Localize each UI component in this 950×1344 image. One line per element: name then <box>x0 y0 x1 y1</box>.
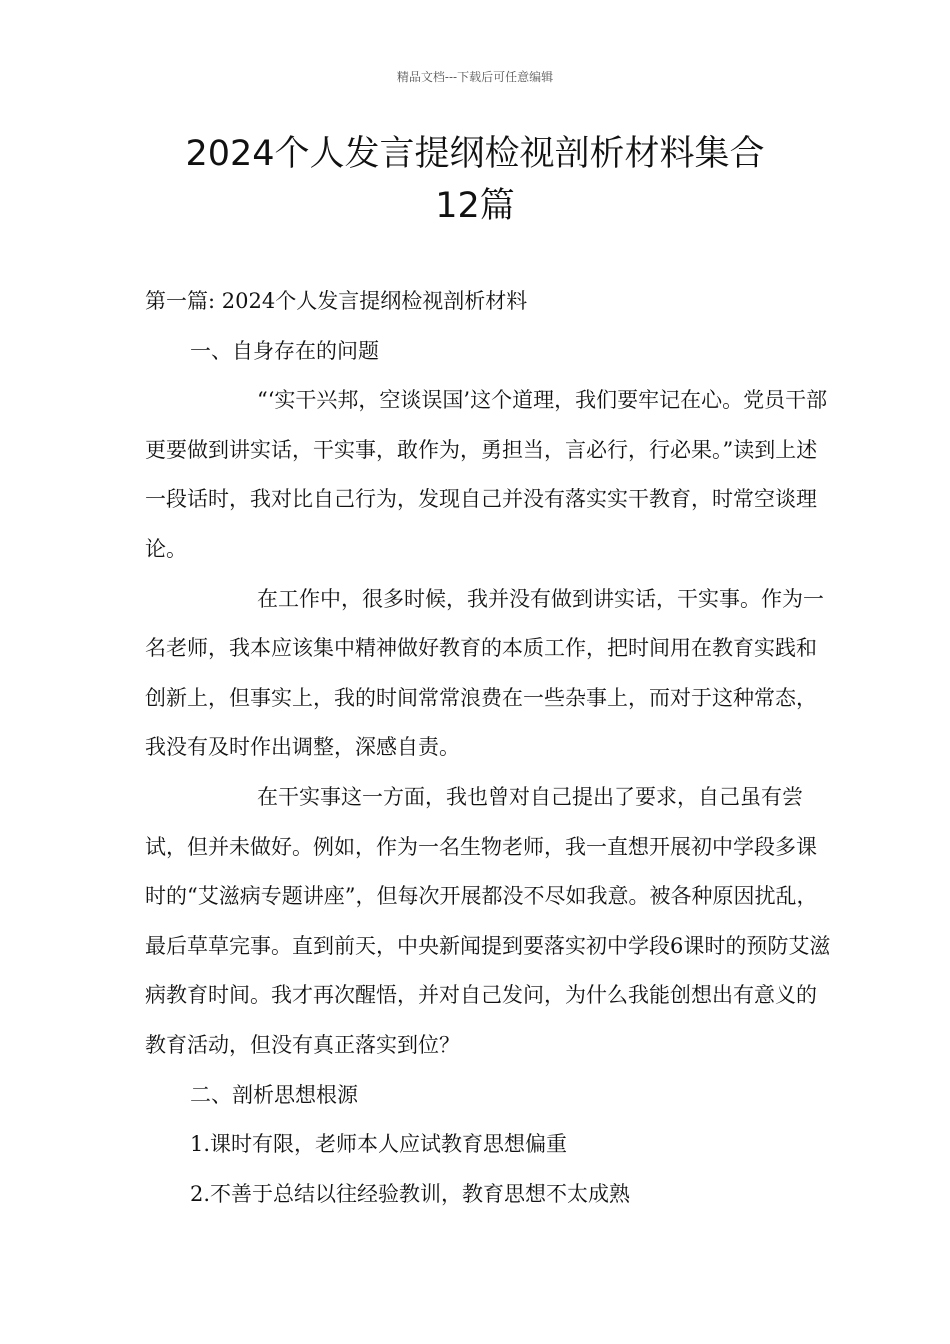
title-line-1: 2024个人发言提纲检视剖析材料集合 <box>185 134 765 174</box>
list-item-2: 2.不善于总结以往经验教训，教育思想不太成熟 <box>190 1181 631 1206</box>
section-1-heading: 一、自身存在的问题 <box>190 338 379 363</box>
paragraph-3: 在干实事这一方面，我也曾对自己提出了要求，自己虽有尝试，但并未做好。例如，作为一名生物老师，我一直想开展初中学段多课时的“艾滋病专题讲座”，但每次开展都没不尽如我意。被各种原因扰乱，最后草草完事。直到前天，中央新闻提到要落实初中学段6课时的预防艾滋病教育时间。我才再次醒悟，并对自己发问，为什么我能创想出有意义的教育活动，但没有真正落实到位？ <box>145 784 831 1057</box>
chapter-heading: 第一篇: 2024个人发言提纲检视剖析材料 <box>145 289 528 313</box>
paragraph-1: “‘实干兴邦，空谈误国’这个道理，我们要牢记在心。党员干部更要做到讲实话，干实事，敢作为，勇担当，言必行，行必果。”读到上述一段话时，我对比自己行为，发现自己并没有落实实干教育，时常空谈理论。 <box>145 388 828 561</box>
document-title <box>100 128 850 232</box>
document-body <box>145 277 835 1219</box>
title-line-2: 12篇 <box>435 186 515 226</box>
section-2-heading: 二、剖析思想根源 <box>190 1082 358 1107</box>
paragraph-2: 在工作中，很多时候，我并没有做到讲实话，干实事。作为一名老师，我本应该集中精神做好教育的本质工作，把时间用在教育实践和创新上，但事实上，我的时间常常浪费在一些杂事上，而对于这种常态，我没有及时作出调整，深感自责。 <box>145 586 824 760</box>
list-item-1: 1.课时有限，老师本人应试教育思想偏重 <box>190 1132 568 1157</box>
header-note: 精品文档---下载后可任意编辑 <box>396 70 554 84</box>
